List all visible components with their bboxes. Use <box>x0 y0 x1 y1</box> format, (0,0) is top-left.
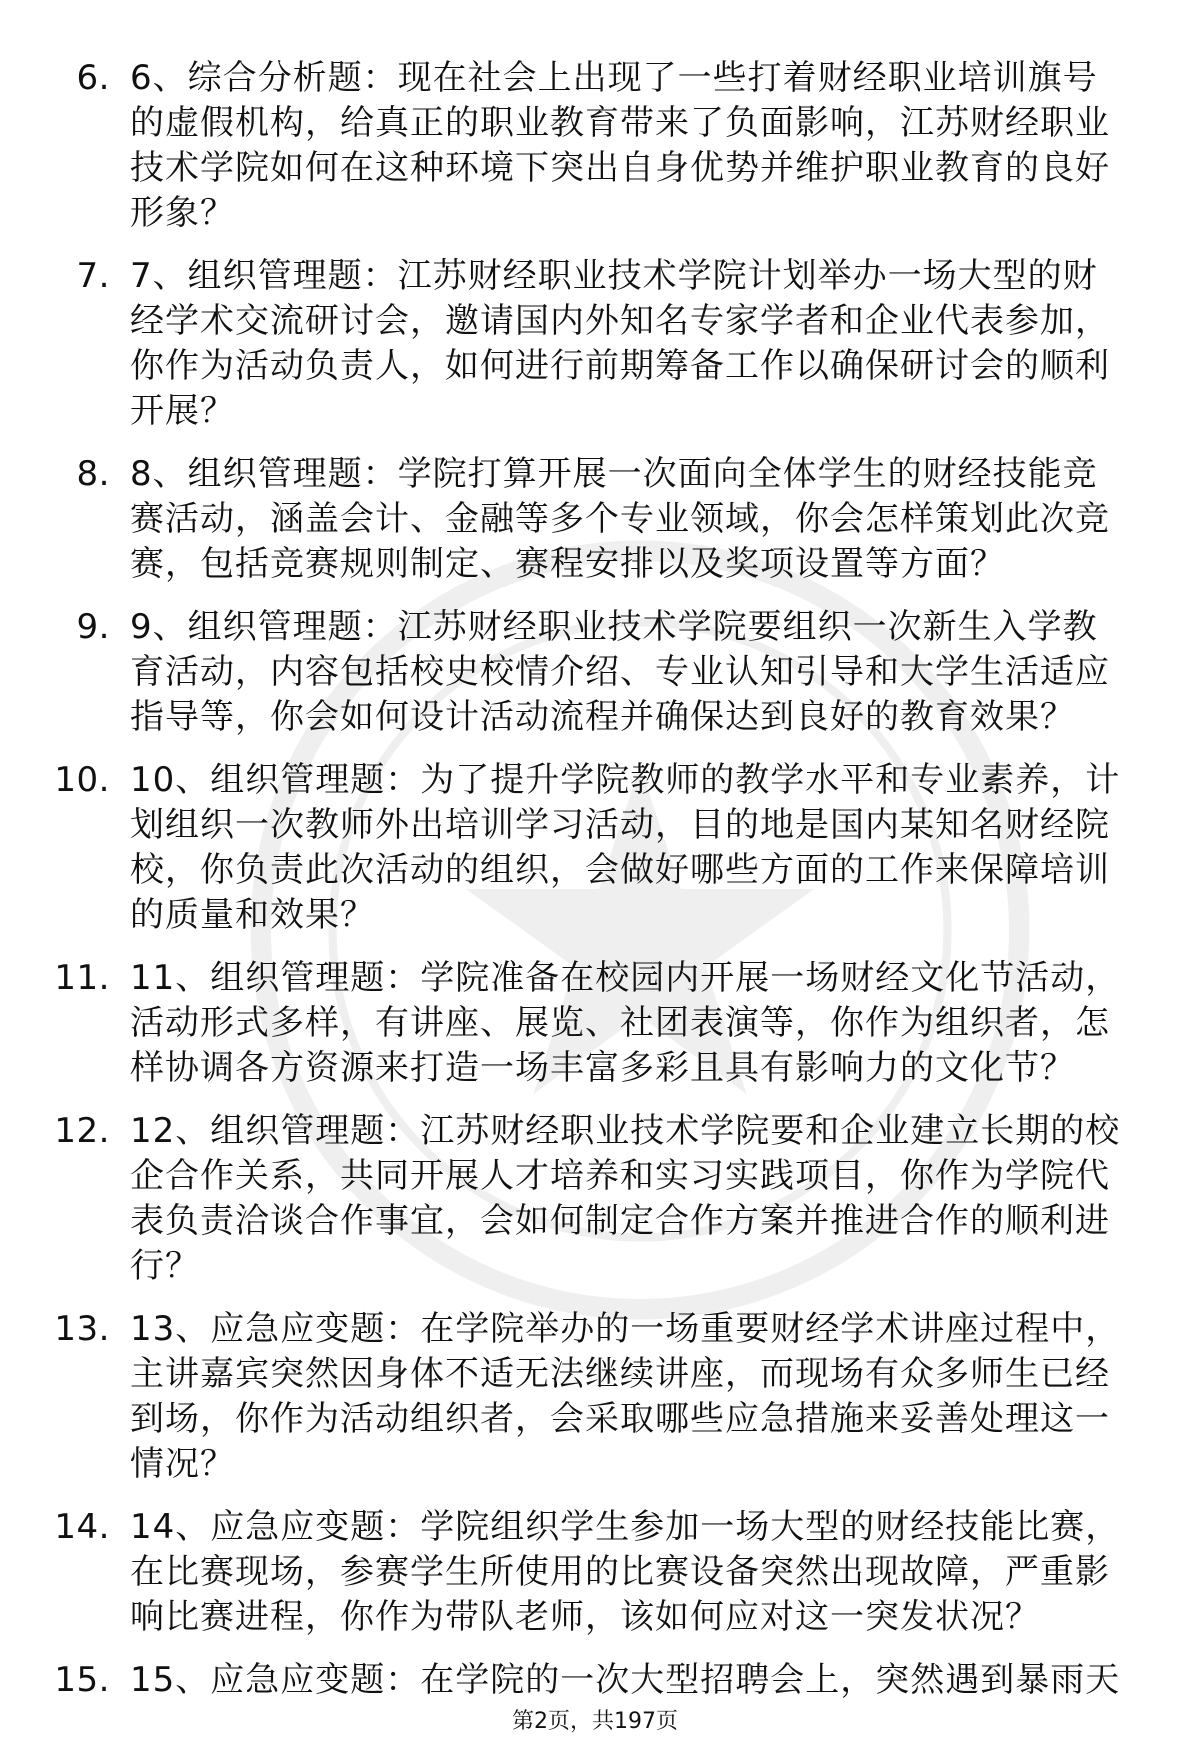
question-number: 14. <box>54 1507 110 1547</box>
question-item <box>0 56 1190 236</box>
page-number-label: 第2页，共197页 <box>512 1709 678 1734</box>
question-text: 14、应急应变题：学院组织学生参加一场大型的财经技能比赛，在比赛现场，参赛学生所使用的比赛设备突然出现故障，严重影响比赛进程，你作为带队老师，该如何应对这一突发状况？ <box>130 1507 1121 1637</box>
question-number: 9. <box>76 607 110 647</box>
question-item <box>0 254 1190 434</box>
question-number: 7. <box>76 256 110 296</box>
question-text: 9、组织管理题：江苏财经职业技术学院要组织一次新生入学教育活动，内容包括校史校情介绍、专业认知引导和大学生活适应指导等，你会如何设计活动流程并确保达到良好的教育效果？ <box>130 607 1110 737</box>
question-item <box>0 452 1190 587</box>
question-text: 7、组织管理题：江苏财经职业技术学院计划举办一场大型的财经学术交流研讨会，邀请国内外知名专家学者和企业代表参加，你作为活动负责人，如何进行前期筹备工作以确保研讨会的顺利开展？ <box>130 256 1110 431</box>
question-number: 15. <box>54 1660 110 1700</box>
question-item <box>0 956 1190 1091</box>
question-text: 8、组织管理题：学院打算开展一次面向全体学生的财经技能竞赛活动，涵盖会计、金融等多个专业领域，你会怎样策划此次竞赛，包括竞赛规则制定、赛程安排以及奖项设置等方面？ <box>130 454 1110 584</box>
question-item <box>0 1307 1190 1487</box>
question-list <box>0 56 1190 1721</box>
question-item <box>0 605 1190 740</box>
question-text: 12、组织管理题：江苏财经职业技术学院要和企业建立长期的校企合作关系，共同开展人才培养和实习实践项目，你作为学院代表负责洽谈合作事宜，会如何制定合作方案并推进合作的顺利进行？ <box>130 1111 1121 1286</box>
question-item <box>0 1658 1190 1703</box>
question-text: 6、综合分析题：现在社会上出现了一些打着财经职业培训旗号的虚假机构，给真正的职业教育带来了负面影响，江苏财经职业技术学院如何在这种环境下突出自身优势并维护职业教育的良好形象？ <box>130 58 1110 233</box>
question-number: 11. <box>54 958 110 998</box>
question-item <box>0 1505 1190 1640</box>
question-number: 13. <box>54 1309 110 1349</box>
question-text: 10、组织管理题：为了提升学院教师的教学水平和专业素养，计划组织一次教师外出培训学习活动，目的地是国内某知名财经院校，你负责此次活动的组织，会做好哪些方面的工作来保障培训的质量和效果？ <box>130 760 1121 935</box>
page-footer <box>0 1707 1190 1737</box>
question-item <box>0 758 1190 938</box>
question-number: 6. <box>76 58 110 98</box>
question-text: 15、应急应变题：在学院的一次大型招聘会上，突然遇到暴雨天 <box>130 1660 1121 1700</box>
question-text: 13、应急应变题：在学院举办的一场重要财经学术讲座过程中，主讲嘉宾突然因身体不适无法继续讲座，而现场有众多师生已经到场，你作为活动组织者，会采取哪些应急措施来妥善处理这一情况？ <box>130 1309 1121 1484</box>
question-item <box>0 1109 1190 1289</box>
question-text: 11、组织管理题：学院准备在校园内开展一场财经文化节活动，活动形式多样，有讲座、展览、社团表演等，你作为组织者，怎样协调各方资源来打造一场丰富多彩且具有影响力的文化节？ <box>130 958 1121 1088</box>
question-number: 12. <box>54 1111 110 1151</box>
question-number: 10. <box>54 760 110 800</box>
question-number: 8. <box>76 454 110 494</box>
